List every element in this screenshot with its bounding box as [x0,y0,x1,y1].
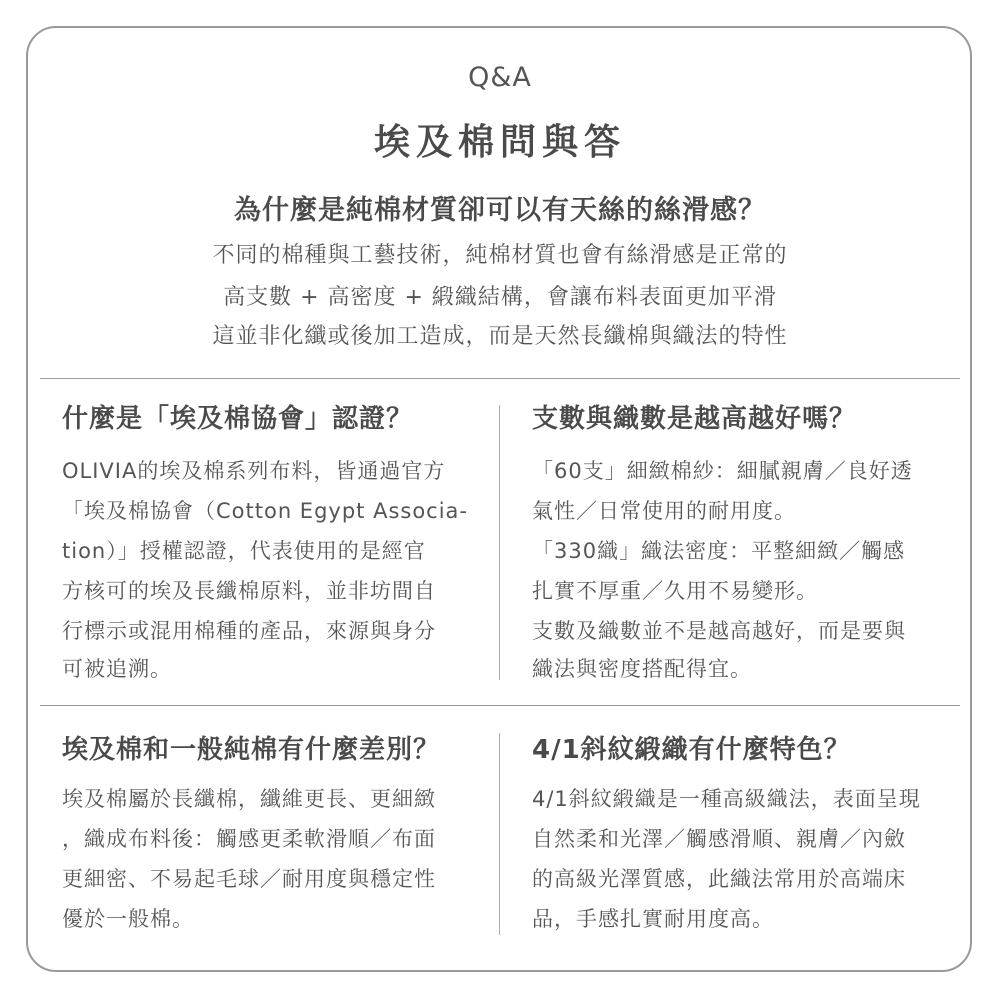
section-line: 「330織」織法密度：平整細緻／觸感 [532,539,906,563]
section-line: 「埃及棉協會（Cotton Egypt Associa- [62,499,468,523]
divider-horizontal [40,378,960,379]
page-title: 埃及棉問與答 [373,122,626,163]
divider-vertical [499,405,500,680]
section-line: 自然柔和光澤／觸感滑順、親膚／內斂 [532,827,906,851]
qa-label: Q&A [468,62,532,93]
section-line: 「60支」細緻棉紗：細膩親膚／良好透 [532,459,913,483]
intro-line: 這並非化纖或後加工造成，而是天然長纖棉與織法的特性 [212,324,788,349]
section-line: 織法與密度搭配得宜。 [532,657,752,681]
section-title-thread-count: 支數與織數是越高越好嗎？ [532,404,857,434]
section-title-difference: 埃及棉和一般純棉有什麼差別？ [62,735,441,765]
divider-vertical [499,733,500,935]
section-line: tion）」授權認證，代表使用的是經官 [62,539,426,563]
section-line: 行標示或混用棉種的產品，來源與身分 [62,619,436,643]
section-line: 可被追溯。 [62,657,172,681]
section-line: 氣性／日常使用的耐用度。 [532,499,796,523]
intro-line: 高支數 + 高密度 + 緞織結構，會讓布料表面更加平滑 [223,285,777,310]
section-title-certification: 什麼是「埃及棉協會」認證？ [62,404,414,434]
section-line: 扎實不厚重／久用不易變形。 [532,579,818,603]
divider-horizontal [40,705,960,706]
section-line: 埃及棉屬於長纖棉，纖維更長、更細緻 [62,787,436,811]
section-line: 優於一般棉。 [62,907,194,931]
section-line: 的高級光澤質感，此織法常用於高端床 [532,867,906,891]
section-title-weave: 4/1斜紋緞織有什麼特色？ [532,735,851,765]
section-line: 方核可的埃及長纖棉原料，並非坊間自 [62,579,436,603]
section-line: OLIVIA的埃及棉系列布料，皆通過官方 [62,459,446,483]
section-line: ，織成布料後：觸感更柔軟滑順／布面 [62,827,436,851]
section-line: 支數及織數並不是越高越好，而是要與 [532,619,906,643]
section-line: 更細密、不易起毛球／耐用度與穩定性 [62,867,436,891]
main-question: 為什麼是純棉材質卻可以有天絲的絲滑感？ [234,195,766,226]
section-line: 品，手感扎實耐用度高。 [532,907,774,931]
section-line: 4/1斜紋緞織是一種高級織法，表面呈現 [532,787,921,811]
intro-line: 不同的棉種與工藝技術，純棉材質也會有絲滑感是正常的 [212,243,788,268]
